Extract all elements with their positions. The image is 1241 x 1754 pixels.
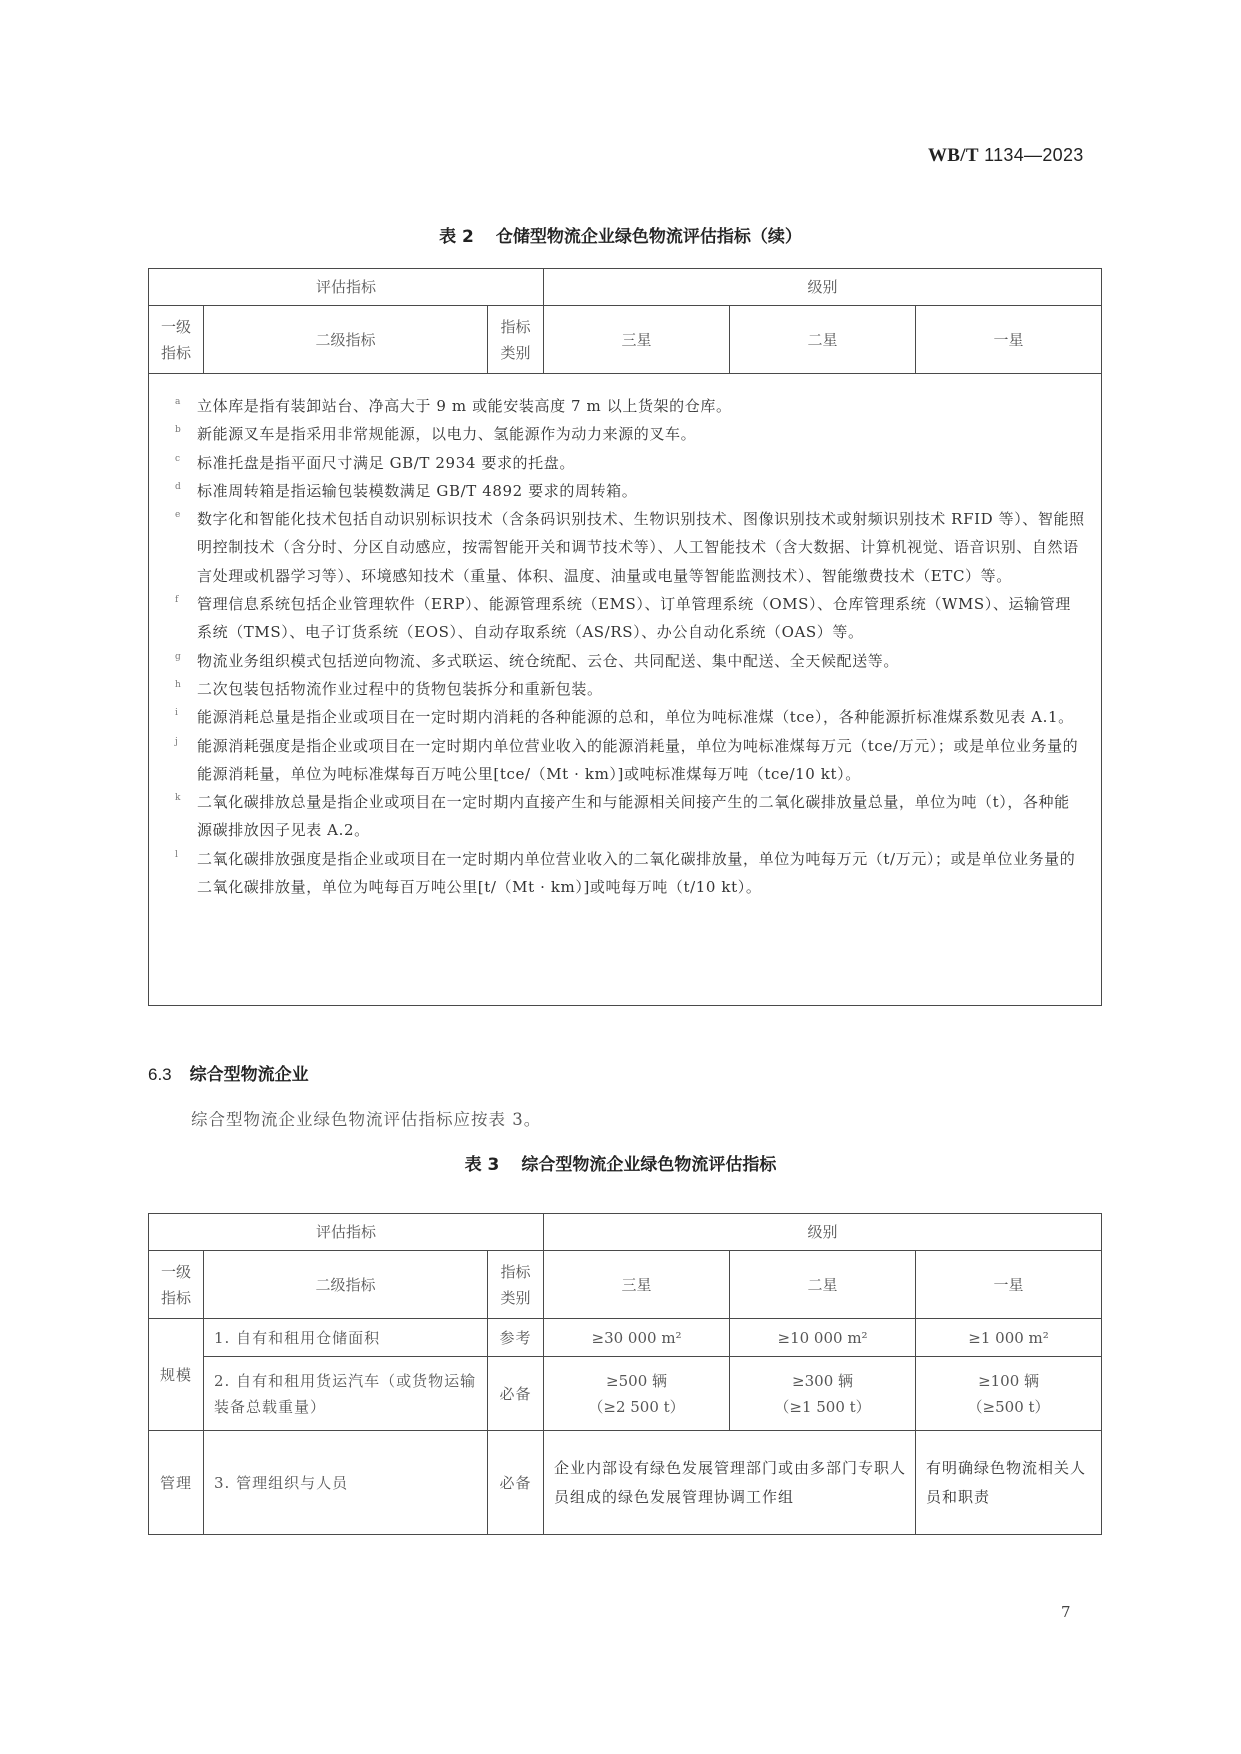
- type-cell: 必备: [488, 1431, 544, 1535]
- table2-title: [0, 222, 1241, 247]
- table-row: [149, 1431, 1102, 1535]
- section-heading: [148, 1060, 309, 1085]
- footnote: [175, 732, 1085, 789]
- three-star-cell: ≥30 000 m²: [544, 1319, 730, 1357]
- section-paragraph: 综合型物流企业绿色物流评估指标应按表 3。: [191, 1110, 542, 1129]
- table3-head-type: 指标 类别: [488, 1251, 544, 1319]
- standard-id: [928, 145, 1084, 167]
- table3-head-level: 级别: [544, 1214, 1102, 1251]
- footnote-mark: b: [175, 425, 182, 436]
- table2-head-one-star: 一星: [916, 306, 1102, 374]
- table3-number: 表 3: [464, 1155, 500, 1175]
- footnote-text: 二氧化碳排放总量是指企业或项目在一定时期内直接产生和与能源相关间接产生的二氧化碳排放量总量，单位为吨（t），各种能源碳排放因子见表 A.2。: [197, 793, 1070, 840]
- one-star-cell: ≥1 000 m²: [916, 1319, 1102, 1357]
- table3-head-level2: 二级指标: [204, 1251, 488, 1319]
- table2-number: 表 2: [439, 227, 474, 247]
- footnote: [175, 675, 1085, 703]
- table2: [148, 268, 1102, 1006]
- indicator-cell: 1. 自有和租用仓储面积: [204, 1319, 488, 1357]
- footnote: [175, 477, 1085, 505]
- group-management: 管理: [149, 1431, 204, 1535]
- standard-number: 1134—2023: [984, 145, 1084, 165]
- footnote-mark: a: [175, 397, 181, 407]
- page-number: 7: [1061, 1603, 1071, 1621]
- footnote-text: 新能源叉车是指采用非常规能源，以电力、氢能源作为动力来源的叉车。: [197, 425, 697, 444]
- footnote: [175, 845, 1085, 902]
- standard-prefix: WB/T: [928, 145, 979, 166]
- three-two-star-cell: 企业内部设有绿色发展管理部门或由多部门专职人员组成的绿色发展管理协调工作组: [544, 1431, 916, 1535]
- footnote-mark: j: [175, 736, 179, 747]
- footnote-text: 二次包装包括物流作业过程中的货物包装拆分和重新包装。: [197, 679, 603, 698]
- type-cell: 参考: [488, 1319, 544, 1357]
- one-star-cell: ≥100 辆 （≥500 t）: [916, 1357, 1102, 1431]
- table-row: [149, 1357, 1102, 1431]
- table3-title: [0, 1150, 1241, 1175]
- three-star-cell: ≥500 辆 （≥2 500 t）: [544, 1357, 730, 1431]
- footnote: [175, 505, 1085, 590]
- footnote-mark: g: [175, 651, 182, 662]
- footnote: [175, 788, 1085, 845]
- footnote-mark: e: [175, 510, 181, 521]
- table2-head-type: 指标 类别: [488, 306, 544, 374]
- footnote: [175, 590, 1085, 647]
- table3-head-level1: 一级 指标: [149, 1251, 204, 1319]
- type-cell: 必备: [488, 1357, 544, 1431]
- table-row: [149, 1319, 1102, 1357]
- group-scale: 规模: [149, 1319, 204, 1431]
- table3: [148, 1213, 1102, 1535]
- footnote: [175, 449, 1085, 477]
- section-title: 综合型物流企业: [189, 1065, 309, 1085]
- notes-list: [175, 392, 1085, 901]
- footnote-mark: h: [175, 679, 182, 690]
- table2-head-two-star: 二星: [730, 306, 916, 374]
- footnote-text: 标准托盘是指平面尺寸满足 GB/T 2934 要求的托盘。: [197, 453, 575, 472]
- footnote-text: 物流业务组织模式包括逆向物流、多式联运、统仓统配、云仓、共同配送、集中配送、全天候配送等。: [197, 651, 900, 670]
- footnote-mark: d: [175, 481, 182, 492]
- table3-head-one-star: 一星: [916, 1251, 1102, 1319]
- footnote-text: 立体库是指有装卸站台、净高大于 9 m 或能安装高度 7 m 以上货架的仓库。: [197, 397, 732, 415]
- two-star-cell: ≥300 辆 （≥1 500 t）: [730, 1357, 916, 1431]
- table2-head-level: 级别: [544, 269, 1102, 306]
- footnote-text: 能源消耗总量是指企业或项目在一定时期内消耗的各种能源的总和，单位为吨标准煤（tce），各种能源折标准煤系数见表 A.1。: [197, 708, 1074, 727]
- one-star-cell: 有明确绿色物流相关人员和职责: [916, 1431, 1102, 1535]
- table3-caption: 综合型物流企业绿色物流评估指标: [521, 1155, 777, 1175]
- section-number: 6.3: [148, 1065, 172, 1084]
- table3-head-two-star: 二星: [730, 1251, 916, 1319]
- table2-head-eval: 评估指标: [149, 269, 544, 306]
- table2-head-three-star: 三星: [544, 306, 730, 374]
- footnote-mark: k: [175, 793, 182, 804]
- footnote-text: 能源消耗强度是指企业或项目在一定时期内单位营业收入的能源消耗量，单位为吨标准煤每万元（tce/万元）；或是单位业务量的能源消耗量，单位为吨标准煤每百万吨公里[tce/（Mt · km）]或吨标准煤每万吨（tce/10 kt）。: [197, 736, 1079, 783]
- two-star-cell: ≥10 000 m²: [730, 1319, 916, 1357]
- indicator-cell: 2. 自有和租用货运汽车（或货物运输装备总载重量）: [204, 1357, 488, 1431]
- table3-head-three-star: 三星: [544, 1251, 730, 1319]
- footnote-mark: c: [175, 453, 181, 464]
- indicator-cell: 3. 管理组织与人员: [204, 1431, 488, 1535]
- table2-head-level2: 二级指标: [204, 306, 488, 374]
- footnote: [175, 647, 1085, 675]
- footnote: [175, 703, 1085, 731]
- footnote: [175, 392, 1085, 420]
- footnote-text: 标准周转箱是指运输包装模数满足 GB/T 4892 要求的周转箱。: [197, 481, 638, 500]
- table3-head-eval: 评估指标: [149, 1214, 544, 1251]
- footnote-text: 二氧化碳排放强度是指企业或项目在一定时期内单位营业收入的二氧化碳排放量，单位为吨每万元（t/万元）；或是单位业务量的二氧化碳排放量，单位为吨每百万吨公里[t/（Mt · km）]或吨每万吨（t/10 kt）。: [197, 849, 1076, 897]
- footnote: [175, 420, 1085, 448]
- footnote-text: 数字化和智能化技术包括自动识别标识技术（含条码识别技术、生物识别技术、图像识别技术或射频识别技术 RFID 等）、智能照明控制技术（含分时、分区自动感应，按需智能开关和调节技术等）、人工智能技术（含大数据、计算机视觉、语音识别、自然语言处理或机器学习等）、环境感知技术（重量、体积、温度、油量或电量等智能监测技术）、智能缴费技术（ETC）等。: [197, 510, 1085, 585]
- footnote-mark: f: [175, 595, 179, 606]
- table2-head-level1: 一级 指标: [149, 306, 204, 374]
- footnote-mark: l: [175, 849, 179, 860]
- footnote-mark: i: [175, 708, 179, 719]
- footnote-text: 管理信息系统包括企业管理软件（ERP）、能源管理系统（EMS）、订单管理系统（OMS）、仓库管理系统（WMS）、运输管理系统（TMS）、电子订货系统（EOS）、自动存取系统（AS/RS）、办公自动化系统（OAS）等。: [197, 595, 1071, 642]
- table2-caption: 仓储型物流企业绿色物流评估指标（续）: [495, 227, 802, 247]
- table2-notes: [149, 374, 1102, 1006]
